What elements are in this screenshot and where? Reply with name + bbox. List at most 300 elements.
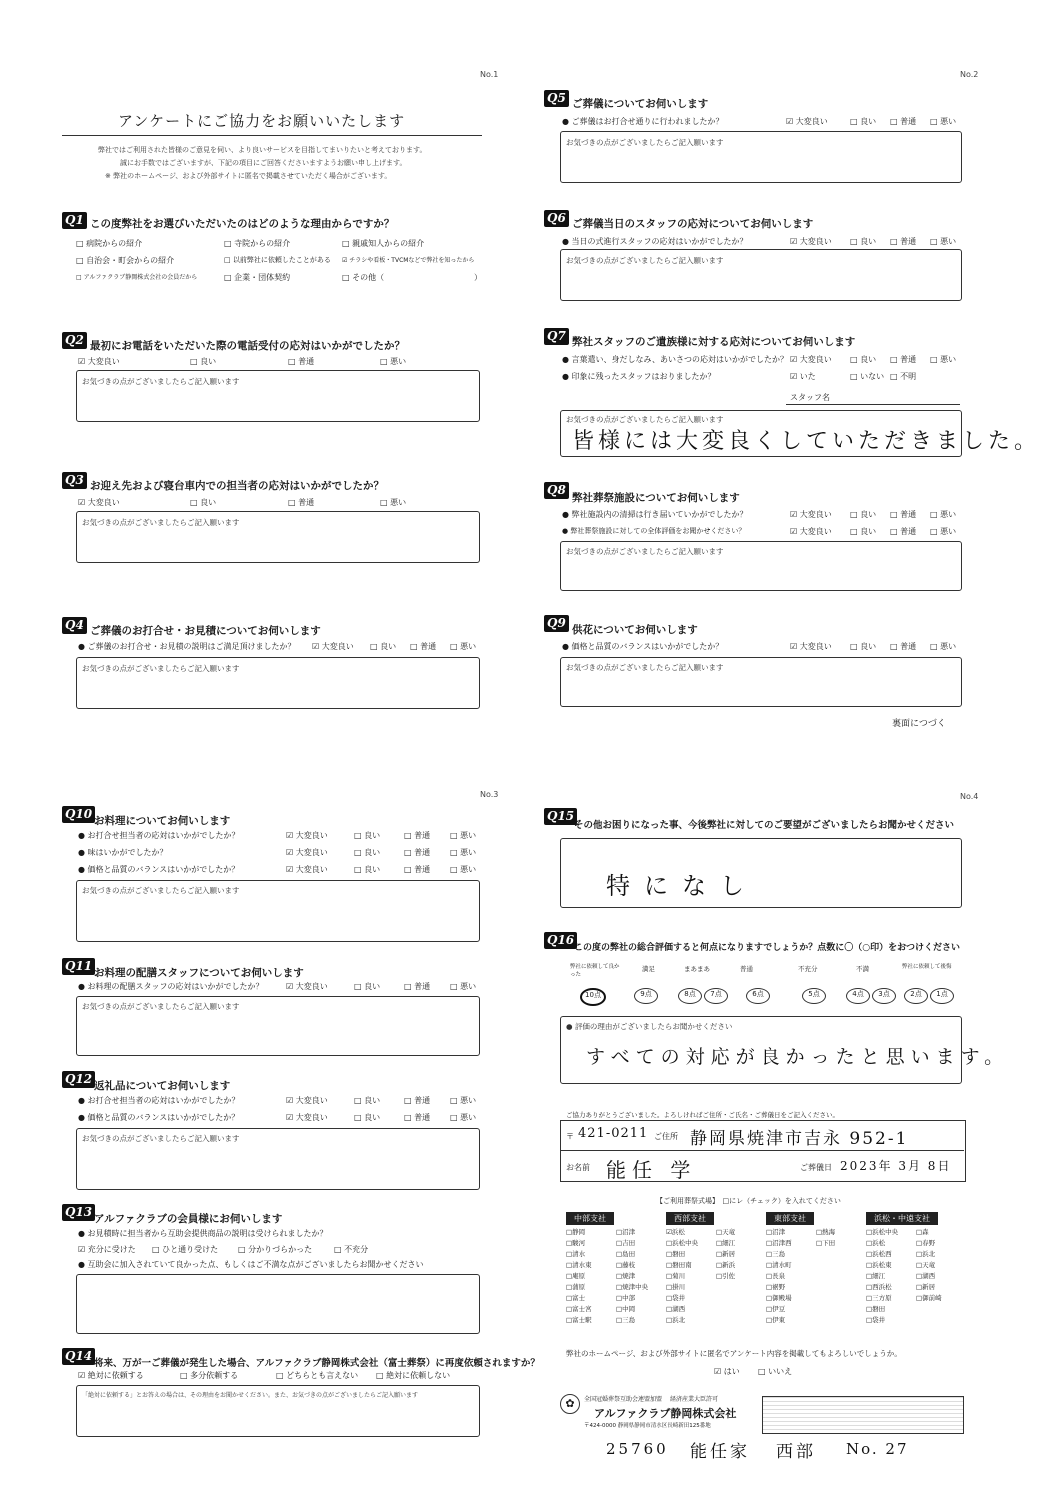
branch-item[interactable]: □沼津 [766, 1228, 786, 1236]
q1-option-4-label: 自治会・町会からの紹介 [86, 256, 175, 265]
q9-option-4-label: 悪い [940, 642, 957, 651]
q7-comment-label: お気づきの点がございましたらご記入願います [566, 415, 724, 424]
q12-row1-opt2-label: 良い [364, 1096, 381, 1105]
branch-item[interactable]: □藤枝 [616, 1261, 636, 1269]
q10-row1-opt4-label: 悪い [460, 831, 477, 840]
q14-comment-label: 「絶対に依頼する」とお答えの場合は、その理由をお聞かせください。また、お気づきの点がございましたらご記入願います [82, 1392, 419, 1399]
branch-item[interactable]: □熱海 [816, 1228, 836, 1236]
q6-option-1[interactable]: ☑ 大変良い [790, 237, 832, 246]
q6-comment-label: お気づきの点がございましたらご記入願います [566, 256, 724, 265]
branch-item[interactable]: □浜松中央 [666, 1239, 699, 1247]
q8-option-1-label: 大変良い [799, 510, 832, 519]
q9-option-3-label: 普通 [900, 642, 917, 651]
q12-row2-opt2-label: 良い [364, 1113, 381, 1122]
branch-item[interactable]: □浜松中央 [866, 1228, 899, 1236]
q12-row1-opt2[interactable]: □ 良い [354, 1096, 381, 1105]
q12-row2-opt4-label: 悪い [460, 1113, 477, 1122]
q6-option-2[interactable]: □ 良い [850, 237, 877, 246]
q14-option-3[interactable]: □ どちらとも言えない [276, 1371, 359, 1380]
q6-option-3-label: 普通 [900, 237, 917, 246]
q12-row1-opt3[interactable]: □ 普通 [404, 1096, 431, 1105]
q7-option-2[interactable]: □ 良い [850, 355, 877, 364]
page-number-3: No.3 [480, 790, 499, 799]
q16-score-1[interactable]: 1点 [930, 988, 954, 1004]
branch-item[interactable]: □御前崎 [916, 1294, 942, 1302]
company-assoc: 全国冠婚葬祭互助会連盟加盟 [584, 1396, 663, 1403]
q6-title: ご葬儀当日のスタッフの応対についてお伺いします [572, 218, 814, 230]
q12-sub-1: ● お打合せ担当者の応対はいかがでしたか？ [78, 1096, 240, 1105]
q10-row3-opt3-label: 普通 [414, 865, 431, 874]
q1-option-8[interactable]: □ 企業・団体契約 [224, 273, 291, 282]
q1-option-5-label: 以前弊社に依頼したことがある [232, 256, 331, 264]
q4-option-1[interactable]: ☑ 大変良い [312, 642, 354, 651]
q12-row2-opt4[interactable]: □ 悪い [450, 1113, 477, 1122]
q13-option-3[interactable]: □ 分かりづらかった [238, 1245, 313, 1254]
q14-option-1[interactable]: ☑ 絶対に依頼する [78, 1371, 144, 1380]
branch-item[interactable]: □掛川 [666, 1283, 686, 1291]
q9-comment-label: お気づきの点がございましたらご記入願います [566, 663, 724, 672]
q4-option-2-label: 良い [380, 642, 397, 651]
q8-option-4[interactable]: □ 悪い [930, 510, 957, 519]
branch-head-2: 西部支社 [666, 1212, 714, 1225]
q8-option-3-label: 普通 [900, 510, 917, 519]
q10-row2-opt3-label: 普通 [414, 848, 431, 857]
q16-header-5: 不充分 [798, 965, 818, 973]
q14-option-4-label: 絶対に依頼しない [386, 1371, 451, 1380]
q13-badge: Q13 [62, 1204, 95, 1221]
branch-item[interactable]: □春野 [916, 1239, 936, 1247]
q16-handwriting: すべての対応が良かったと思います。 [586, 1046, 1010, 1068]
q2-option-2[interactable]: □ 良い [190, 357, 217, 366]
q5-badge: Q5 [544, 90, 569, 107]
q15-handwriting: 特になし [606, 872, 758, 900]
q2-option-1[interactable]: ☑ 大変良い [78, 357, 120, 366]
q3-option-4-label: 悪い [390, 498, 407, 507]
branch-item[interactable]: □伊東 [766, 1316, 786, 1324]
q10-row3-opt1-label: 大変良い [295, 865, 328, 874]
branch-item[interactable]: □吉田 [616, 1239, 636, 1247]
q16-header-7: 弊社に依頼して後悔 [902, 964, 952, 970]
q10-comment-label: お気づきの点がございましたらご記入願います [82, 886, 240, 895]
q13-option-2[interactable]: □ ひと通り受けた [152, 1245, 219, 1254]
branch-item[interactable]: □天竜 [716, 1228, 736, 1236]
branch-item[interactable]: □沼津西 [766, 1239, 792, 1247]
q5-option-1[interactable]: ☑ 大変良い [786, 117, 828, 126]
q2-comment-label: お気づきの点がございましたらご記入願います [82, 377, 240, 386]
company-name: アルファクラブ静岡株式会社 [594, 1407, 737, 1420]
branch-item[interactable]: □三島 [616, 1316, 636, 1324]
q16-header-1: 弊社に依頼して良かった [570, 964, 620, 978]
branch-item[interactable]: □三方原 [866, 1294, 892, 1302]
q7-option-4-label: 悪い [940, 355, 957, 364]
q11-option-1-label: 大変良い [295, 982, 328, 991]
q11-sub: ● お料理の配膳スタッフの応対はいかがでしたか？ [78, 982, 264, 991]
q8-sub-1: ● 弊社施設内の清掃は行き届いていかがでしたか？ [562, 510, 748, 519]
q12-row1-opt1[interactable]: ☑ 大変良い [286, 1096, 328, 1105]
q4-comment-label: お気づきの点がございましたらご記入願います [82, 664, 240, 673]
q1-title: この度弊社をお選びいただいたのはどのような理由からですか？ [90, 218, 395, 230]
q10-row1-opt1-label: 大変良い [295, 831, 328, 840]
q7-option2-3[interactable]: □ 不明 [890, 372, 917, 381]
q16-header-3: まあまあ [684, 965, 710, 973]
q1-badge: Q1 [62, 212, 87, 229]
q6-badge: Q6 [544, 210, 569, 227]
q8-option-3[interactable]: □ 普通 [890, 510, 917, 519]
branch-item[interactable]: □焼津 [616, 1272, 636, 1280]
q8-comment-label: お気づきの点がございましたらご記入願います [566, 547, 724, 556]
footer-branch: 西部 [776, 1442, 816, 1462]
branch-item[interactable]: □引佐 [716, 1272, 736, 1280]
q16-score-3[interactable]: 3点 [872, 988, 896, 1004]
q11-option-3[interactable]: □ 普通 [404, 982, 431, 991]
q16-score-8[interactable]: 8点 [678, 988, 702, 1004]
q1-option-1-label: 病院からの紹介 [86, 239, 143, 248]
q4-option-3-label: 普通 [420, 642, 437, 651]
q10-row1-opt1[interactable]: ☑ 大変良い [286, 831, 328, 840]
branch-item[interactable]: □浜松 [866, 1239, 886, 1247]
q4-sub: ● ご葬儀のお打合せ・お見積の説明はご満足頂けましたか？ [78, 642, 296, 651]
branch-item[interactable]: □細江 [866, 1272, 886, 1280]
q1-option-1[interactable]: □ 病院からの紹介 [76, 239, 143, 248]
branch-item[interactable]: □駿河 [566, 1239, 586, 1247]
q12-row2-opt1[interactable]: ☑ 大変良い [286, 1113, 328, 1122]
branch-item[interactable]: □静岡 [566, 1228, 586, 1236]
q1-option-6[interactable]: ☑ チラシや看板・TVCMなどで弊社を知ったから [342, 257, 475, 264]
q2-title: 最初にお電話をいただいた際の電話受付の応対はいかがでしたか？ [90, 340, 405, 352]
q10-row1-opt2[interactable]: □ 良い [354, 831, 381, 840]
q16-score-10[interactable]: 10点 [580, 988, 606, 1006]
q5-option-2[interactable]: □ 良い [850, 117, 877, 126]
q12-row1-opt4[interactable]: □ 悪い [450, 1096, 477, 1105]
q12-comment-label: お気づきの点がございましたらご記入願います [82, 1134, 240, 1143]
q8-option2-1-label: 大変良い [799, 527, 832, 536]
q1-option-3-label: 親戚知人からの紹介 [352, 239, 425, 248]
q1-option-2-label: 寺院からの紹介 [234, 239, 291, 248]
q12-row1-opt1-label: 大変良い [295, 1096, 328, 1105]
branch-item[interactable]: □磐田南 [666, 1261, 692, 1269]
branch-item[interactable]: ☑浜松 [666, 1228, 685, 1236]
q16-score-2[interactable]: 2点 [904, 988, 928, 1004]
q1-option-6-label: チラシや看板・TVCMなどで弊社を知ったから [349, 257, 475, 264]
branch-item[interactable]: □伊豆 [766, 1305, 786, 1313]
q2-option-2-label: 良い [200, 357, 217, 366]
q9-option-1[interactable]: ☑ 大変良い [790, 642, 832, 651]
branch-item[interactable]: □新浜 [716, 1261, 736, 1269]
page-number-4: No.4 [960, 792, 979, 801]
q7-option-3[interactable]: □ 普通 [890, 355, 917, 364]
q1-option-9[interactable]: □ その他（ [342, 273, 385, 282]
branch-item[interactable]: □富士宮 [566, 1305, 592, 1313]
q14-option-3-label: どちらとも言えない [286, 1371, 359, 1380]
q3-option-4[interactable]: □ 悪い [380, 498, 407, 507]
q7-option-3-label: 普通 [900, 355, 917, 364]
q8-option-2[interactable]: □ 良い [850, 510, 877, 519]
q10-sub-2: ● 味はいかがでしたか？ [78, 848, 168, 857]
q13-option-1-label: 充分に受けた [87, 1245, 136, 1254]
q1-option-8-label: 企業・団体契約 [234, 273, 291, 282]
q13-option-2-label: ひと通り受けた [162, 1245, 219, 1254]
q4-badge: Q4 [62, 617, 87, 634]
q1-option-9-close: ） [474, 273, 482, 282]
q10-sub-1: ● お打合せ担当者の応対はいかがでしたか？ [78, 831, 240, 840]
q4-option-2[interactable]: □ 良い [370, 642, 397, 651]
q3-option-1-label: 大変良い [87, 498, 120, 507]
q10-row2-opt1[interactable]: ☑ 大変良い [286, 848, 328, 857]
q6-option-3[interactable]: □ 普通 [890, 237, 917, 246]
q6-option-4[interactable]: □ 悪い [930, 237, 957, 246]
q2-option-4[interactable]: □ 悪い [380, 357, 407, 366]
q14-option-4[interactable]: □ 絶対に依頼しない [376, 1371, 451, 1380]
q10-row1-opt4[interactable]: □ 悪い [450, 831, 477, 840]
q11-option-4-label: 悪い [460, 982, 477, 991]
branch-item[interactable]: □西浜松 [866, 1283, 892, 1291]
q7-option-4[interactable]: □ 悪い [930, 355, 957, 364]
branch-item[interactable]: □中部 [616, 1294, 636, 1302]
q1-option-9-label: その他（ [352, 273, 385, 282]
q13-sub: ● お見積時に担当者から互助会提供商品の説明は受けられましたか？ [78, 1229, 328, 1238]
page-number-2: No.2 [960, 70, 979, 79]
address-divider [560, 1150, 964, 1151]
q8-option2-2[interactable]: □ 良い [850, 527, 877, 536]
q9-badge: Q9 [544, 615, 569, 632]
q13-option-3-label: 分かりづらかった [248, 1245, 313, 1254]
q14-option-1-label: 絶対に依頼する [87, 1371, 144, 1380]
footer-number: No. 27 [846, 1440, 909, 1458]
branch-item[interactable]: □裾野 [766, 1283, 786, 1291]
q11-option-1[interactable]: ☑ 大変良い [286, 982, 328, 991]
branch-item[interactable]: □新居 [716, 1250, 736, 1258]
q10-title: お料理についてお伺いします [94, 815, 231, 827]
q8-option2-1[interactable]: ☑ 大変良い [790, 527, 832, 536]
q2-option-3-label: 普通 [298, 357, 315, 366]
q9-option-3[interactable]: □ 普通 [890, 642, 917, 651]
branch-item[interactable]: □長泉 [766, 1272, 786, 1280]
q7-sub-1: ● 言葉遣い、身だしなみ、あいさつの応対はいかがでしたか？ [562, 355, 789, 364]
q10-row3-opt4[interactable]: □ 悪い [450, 865, 477, 874]
q7-option2-2-label: いない [860, 372, 885, 381]
branch-item[interactable]: □三島 [766, 1250, 786, 1258]
q7-staff-line [786, 404, 960, 405]
branch-item[interactable]: □御殿場 [766, 1294, 792, 1302]
q13-title: アルファクラブの会員様にお伺いします [94, 1213, 283, 1225]
q16-score-5[interactable]: 5点 [802, 988, 826, 1004]
q4-option-3[interactable]: □ 普通 [410, 642, 437, 651]
q6-option-2-label: 良い [860, 237, 877, 246]
branch-item[interactable]: □浜松東 [866, 1261, 892, 1269]
q10-row2-opt4[interactable]: □ 悪い [450, 848, 477, 857]
q10-row1-opt2-label: 良い [364, 831, 381, 840]
q3-option-3-label: 普通 [298, 498, 315, 507]
q10-row3-opt2[interactable]: □ 良い [354, 865, 381, 874]
q1-option-5[interactable]: □ 以前弊社に依頼したことがある [224, 256, 331, 264]
q10-row2-opt2-label: 良い [364, 848, 381, 857]
q5-option-3-label: 普通 [900, 117, 917, 126]
q16-header-2: 満足 [642, 965, 655, 973]
branch-head-1: 中部支社 [566, 1212, 614, 1225]
branch-item[interactable]: □清水町 [766, 1261, 792, 1269]
q1-option-7[interactable]: □ アルファクラブ静岡株式会社の会員だから [76, 274, 198, 281]
q7-title: 弊社スタッフのご遺族様に対する応対についてお伺いします [572, 336, 856, 348]
branch-item[interactable]: □袋井 [866, 1316, 886, 1324]
survey-title: アンケートにご協力をお願いいたします [118, 112, 406, 130]
q7-badge: Q7 [544, 328, 569, 345]
branch-item[interactable]: □清水 [566, 1250, 586, 1258]
q16-score-6[interactable]: 6点 [746, 988, 770, 1004]
company-license: 経済産業大臣許可 [670, 1396, 719, 1403]
q6-option-1-label: 大変良い [799, 237, 832, 246]
q12-row2-opt3-label: 普通 [414, 1113, 431, 1122]
branch-item[interactable]: □磐田 [866, 1305, 886, 1313]
q13-option-1[interactable]: ☑ 充分に受けた [78, 1245, 136, 1254]
intro-line-1: 弊社ではご利用された皆様のご意見を伺い、より良いサービスを目指してまいりたいと考えております。 [98, 146, 427, 154]
branch-item[interactable]: □下田 [816, 1239, 836, 1247]
postal-value: 421-0211 [578, 1126, 649, 1141]
footer-code: 25760 [606, 1440, 669, 1458]
q10-row2-opt4-label: 悪い [460, 848, 477, 857]
branch-item[interactable]: □浜松西 [866, 1250, 892, 1258]
branch-item[interactable]: □焼津中央 [616, 1283, 649, 1291]
q1-option-4[interactable]: □ 自治会・町会からの紹介 [76, 256, 175, 265]
q11-option-2[interactable]: □ 良い [354, 982, 381, 991]
q10-row2-opt3[interactable]: □ 普通 [404, 848, 431, 857]
branch-item[interactable]: □新居 [916, 1283, 936, 1291]
q5-option-1-label: 大変良い [795, 117, 828, 126]
name-value: 能任 学 [606, 1158, 697, 1182]
q12-row1-opt3-label: 普通 [414, 1096, 431, 1105]
q7-staff-label: スタッフ名 [790, 393, 830, 402]
q10-row1-opt3[interactable]: □ 普通 [404, 831, 431, 840]
page-number-1: No.1 [480, 70, 499, 79]
q12-row2-opt2[interactable]: □ 良い [354, 1113, 381, 1122]
q3-title: お迎え先および寝台車内での担当者の応対はいかがでしたか？ [90, 480, 384, 492]
q16-score-4[interactable]: 4点 [846, 988, 870, 1004]
q13-comment-box[interactable] [76, 1274, 480, 1334]
branch-item[interactable]: □磐田 [666, 1250, 686, 1258]
branch-item[interactable]: □中岡 [616, 1305, 636, 1313]
q3-option-2[interactable]: □ 良い [190, 498, 217, 507]
q8-title: 弊社葬祭施設についてお伺いします [572, 492, 740, 504]
q8-option2-3-label: 普通 [900, 527, 917, 536]
q1-option-7-label: アルファクラブ静岡株式会社の会員だから [83, 274, 198, 281]
title-rule [62, 135, 482, 136]
q16-score-9[interactable]: 9点 [634, 988, 658, 1004]
branch-head-3: 東部支社 [766, 1212, 814, 1225]
q5-title: ご葬儀についてお伺いします [572, 98, 709, 110]
thanks-text: ご協力ありがとうございました。よろしければご住所・ご氏名・ご葬儀日をご記入ください。 [566, 1111, 839, 1119]
q3-badge: Q3 [62, 472, 87, 489]
q10-badge: Q10 [62, 806, 95, 823]
branch-item[interactable]: □富士駅 [566, 1316, 592, 1324]
q8-option2-3[interactable]: □ 普通 [890, 527, 917, 536]
branch-item[interactable]: □細江 [716, 1239, 736, 1247]
q11-option-2-label: 良い [364, 982, 381, 991]
branch-item[interactable]: □森 [916, 1228, 929, 1236]
q8-option-4-label: 悪い [940, 510, 957, 519]
q4-option-1-label: 大変良い [321, 642, 354, 651]
continue-note: 裏面につづく [892, 719, 946, 729]
branch-item[interactable]: □富士 [566, 1294, 586, 1302]
q2-option-4-label: 悪い [390, 357, 407, 366]
q11-option-4[interactable]: □ 悪い [450, 982, 477, 991]
branch-item[interactable]: □菊川 [666, 1272, 686, 1280]
q5-option-2-label: 良い [860, 117, 877, 126]
q11-badge: Q11 [62, 958, 95, 975]
q1-option-2[interactable]: □ 寺院からの紹介 [224, 239, 291, 248]
q5-option-4-label: 悪い [940, 117, 957, 126]
q5-option-3[interactable]: □ 普通 [890, 117, 917, 126]
q16-title: この度の弊社の総合評価すると何点になりますでしょうか？点数に〇（○印）をおつけください [574, 943, 961, 953]
q9-option-2[interactable]: □ 良い [850, 642, 877, 651]
q13-sub-2: ● 互助会に加入されていて良かった点、もしくはご不満な点がございましたらお聞かせください [78, 1260, 424, 1269]
q12-row2-opt3[interactable]: □ 普通 [404, 1113, 431, 1122]
q8-option2-4[interactable]: □ 悪い [930, 527, 957, 536]
q3-option-1[interactable]: ☑ 大変良い [78, 498, 120, 507]
q7-option2-2[interactable]: □ いない [850, 372, 885, 381]
q9-option-1-label: 大変良い [799, 642, 832, 651]
q7-option-1-label: 大変良い [799, 355, 832, 364]
q8-option-2-label: 良い [860, 510, 877, 519]
q13-option-4[interactable]: □ 不充分 [334, 1245, 369, 1254]
company-logo-icon: ✿ [560, 1394, 580, 1414]
q5-comment-label: お気づきの点がございましたらご記入願います [566, 138, 724, 147]
q16-score-7[interactable]: 7点 [704, 988, 728, 1004]
q7-option2-1[interactable]: ☑ いた [790, 372, 816, 381]
q16-reason-label: ● 評価の理由がございましたらお聞かせください [566, 1022, 733, 1031]
q5-sub: ● ご葬儀はお打合せ通りに行われましたか？ [562, 117, 724, 126]
q14-option-2-label: 多分依頼する [190, 1371, 239, 1380]
q10-row3-opt3[interactable]: □ 普通 [404, 865, 431, 874]
date-label: ご葬儀日 [800, 1163, 832, 1172]
q8-option-1[interactable]: ☑ 大変良い [790, 510, 832, 519]
q10-sub-3: ● 価格と品質のバランスはいかがでしたか？ [78, 865, 240, 874]
address-label: ご住所 [654, 1132, 678, 1141]
q7-option-1[interactable]: ☑ 大変良い [790, 355, 832, 364]
q16-score-scale [566, 960, 960, 1010]
q1-option-3[interactable]: □ 親戚知人からの紹介 [342, 239, 425, 248]
publish-no[interactable]: □ いいえ [758, 1367, 793, 1376]
q8-badge: Q8 [544, 482, 569, 499]
branch-item[interactable]: □湖西 [666, 1305, 686, 1313]
q10-row3-opt1[interactable]: ☑ 大変良い [286, 865, 328, 874]
q7-option2-1-label: いた [799, 372, 816, 381]
branch-item[interactable]: □清水東 [566, 1261, 592, 1269]
branch-item[interactable]: □庵原 [566, 1272, 586, 1280]
q16-header-6: 不満 [856, 965, 869, 973]
q10-row2-opt2[interactable]: □ 良い [354, 848, 381, 857]
q9-option-4[interactable]: □ 悪い [930, 642, 957, 651]
branch-item[interactable]: □浜北 [666, 1316, 686, 1324]
branch-item[interactable]: □浜北 [916, 1250, 936, 1258]
branch-item[interactable]: □沼津 [616, 1228, 636, 1236]
branch-item[interactable]: □袋井 [666, 1294, 686, 1302]
branch-item[interactable]: □島田 [616, 1250, 636, 1258]
branch-item[interactable]: □天竜 [916, 1261, 936, 1269]
q5-option-4[interactable]: □ 悪い [930, 117, 957, 126]
q12-badge: Q12 [62, 1071, 95, 1088]
branch-item[interactable]: □湖西 [916, 1272, 936, 1280]
q10-row3-opt4-label: 悪い [460, 865, 477, 874]
publish-yes[interactable]: ☑ はい [714, 1367, 740, 1376]
q4-option-4[interactable]: □ 悪い [450, 642, 477, 651]
intro-line-3: ※ 弊社のホームページ、および外部サイトに匿名で掲載させていただく場合がございます。 [105, 172, 392, 180]
q2-option-3[interactable]: □ 普通 [288, 357, 315, 366]
publish-no-label: いいえ [768, 1367, 793, 1376]
branch-item[interactable]: □蒲原 [566, 1283, 586, 1291]
q14-option-2[interactable]: □ 多分依頼する [180, 1371, 239, 1380]
q3-option-3[interactable]: □ 普通 [288, 498, 315, 507]
q4-title: ご葬儀のお打合せ・お見積についてお伺いします [90, 625, 321, 637]
q2-option-1-label: 大変良い [87, 357, 120, 366]
